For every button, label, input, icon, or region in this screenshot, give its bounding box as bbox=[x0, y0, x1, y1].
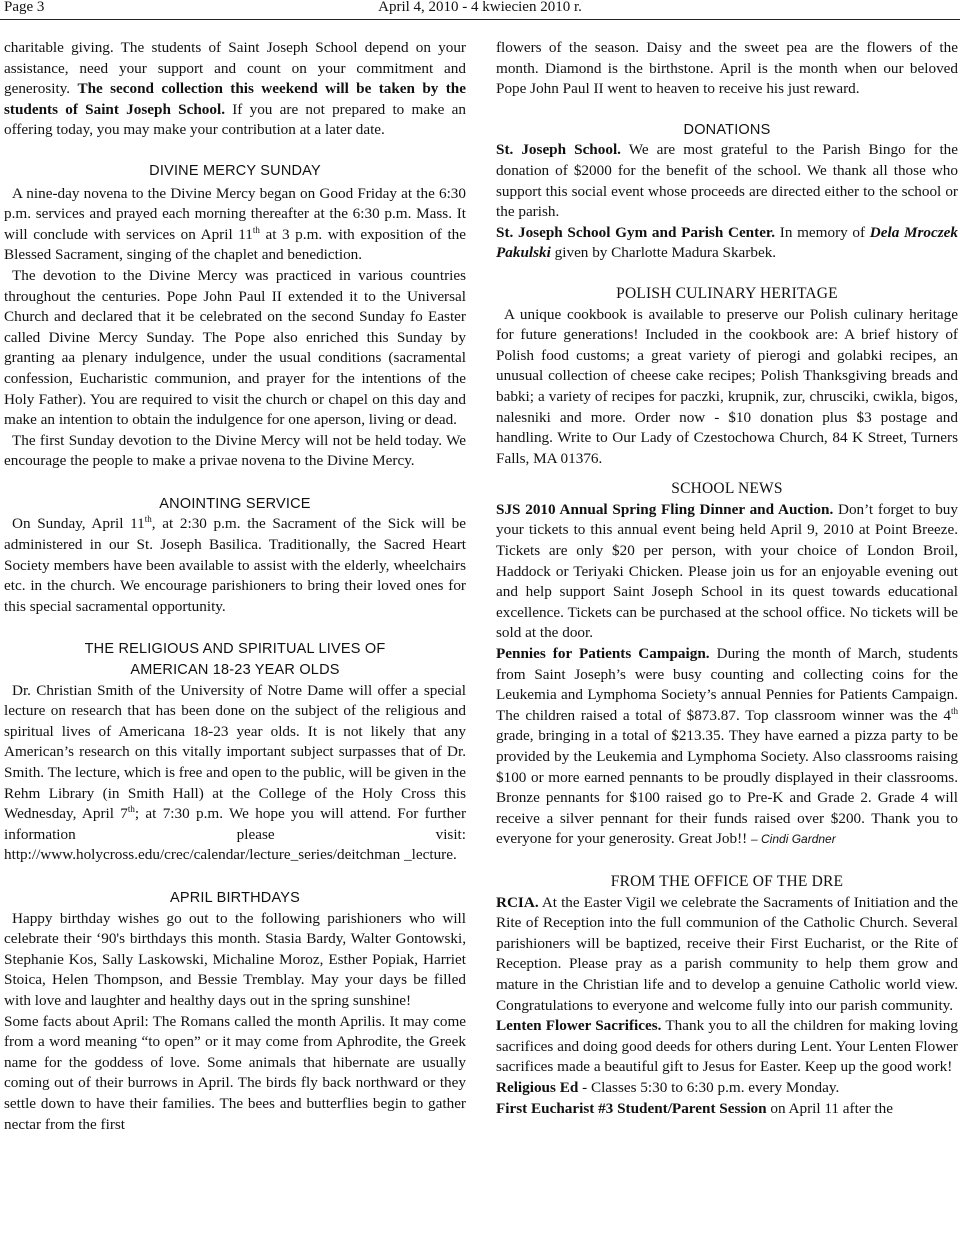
culinary-heading: POLISH CULINARY HERITAGE bbox=[616, 284, 838, 302]
april-facts-continued: flowers of the season. Daisy and the sweet pea are the flowers of the month. Diamond is the birthstone. April is the month when our beloved Pope John Paul II went to heaven to receive his just reward. bbox=[496, 39, 958, 98]
birthdays-heading: APRIL BIRTHDAYS bbox=[169, 889, 301, 906]
dre-heading: FROM THE OFFICE OF THE DRE bbox=[610, 872, 844, 890]
divine-mercy-paragraph-3: The first Sunday devotion to the Divine Mercy will not be held today. We encourage the people to make a privae novena to the Divine Mercy. bbox=[4, 431, 466, 470]
anointing-paragraph: On Sunday, April 11th, at 2:30 p.m. the Sacrament of the Sick will be administered in our St. Joseph Basilica. Traditionally, the Sacred Heart Society members have been available to assist with the elderly, wheelchairs etc. in the church. We encourage parishioners to bring their loved ones for this special sacramental opportunity. bbox=[4, 514, 466, 615]
right-column bbox=[496, 38, 958, 1243]
divine-mercy-heading: DIVINE MERCY SUNDAY bbox=[149, 162, 321, 179]
culinary-paragraph: A unique cookbook is available to preserve our Polish culinary heritage for future generations! Included in the cookbook are: A brief history of Polish food customs; a great variety of pierogi and golabki recipes, an unusual collection of cheese cake recipes; Polish Thanksgiving breads and babki; a variety of recipes for paczki, krupnik, zur, chrusciki, cwikla, bigos, nalesniki and more. Order now - $10 donation plus $3 postage and handling. Write to Our Lady of Czestochowa Church, 84 K Street, Turners Falls, MA 01376. bbox=[496, 305, 958, 467]
header-rule bbox=[0, 19, 960, 20]
school-news-paragraph-2: Pennies for Patients Campaign. During the month of March, students from Saint Joseph’s were busy counting and collecting coins for the Leukemia and Lymphoma Society’s annual Pennies for Patients Campaign. The children raised a total of $873.87. Top classroom winner was the 4th grade, bringing in a total of $213.35. They have earned a pizza party to be provided by the Leukemia and Lymphoma Society. Also classrooms raising $100 or more earned pennants to be proudly displayed in their classrooms. Bronze pennants for $100 raised go to Pre-K and Grade 2. Grade 4 will receive a silver pennant for their funds raised over $200. Thank you to everyone for your generosity. Great Job!! – Cindi Gardner bbox=[496, 645, 958, 848]
donations-paragraph-2: St. Joseph School Gym and Parish Center. In memory of Dela Mroczek Pakulski given by Charlotte Madura Skarbek. bbox=[496, 223, 958, 262]
birthdays-paragraph-1: Happy birthday wishes go out to the following parishioners who will celebrate their ‘90's birthdays this month. Stasia Bardy, Walter Gontowski, Stephanie Kos, Sally Laskowski, Michaline Moroz, Esther Popiak, Harriet Stoica, Helen Thompson, and Bessie Tremblay. May your days be filled with love and laughter and healthy days out in the spring sunshine! bbox=[4, 909, 466, 1009]
left-column bbox=[4, 38, 466, 1243]
birthdays-paragraph-2: Some facts about April: The Romans called the month Aprilis. It may come from a word meaning “to open” or it may come from Aphrodite, the Greek name for the goddess of love. Some animals that hibernate are usually coming out of their burrows in April. The birds fly back northward or they settle down to have their families. The bees and butterflies begin to gather nectar from the first bbox=[4, 1012, 466, 1133]
religious-lives-heading-line-1: THE RELIGIOUS AND SPIRITUAL LIVES OF bbox=[84, 641, 386, 658]
signature: – Cindi Gardner bbox=[751, 832, 836, 847]
divine-mercy-paragraph-1: A nine-day novena to the Divine Mercy began on Good Friday at the 6:30 p.m. services and prayed each morning thereafter at the 6:30 p.m. Mass. It will conclude with services on April 11th at 3 p.m. with exposition of the Blessed Sacrament, singing of the chaplet and benediction. bbox=[4, 184, 466, 264]
religious-lives-paragraph: Dr. Christian Smith of the University of Notre Dame will offer a special lecture on research that has been done on the subject of the religious and spiritual lives of Americana 18-23 year olds. It is not likely that any American’s research on this vitally important subject surpasses that of Dr. Smith. The lecture, which is free and open to the public, will be given in the Rehm Library (in Smith Hall) at the College of the Holy Cross this Wednesday, April 7th; at 7:30 p.m. We hope you will attend. For further information please visit: http://www.holycross.edu/crec/calendar/lecture_series/deitchman _lecture. bbox=[4, 681, 466, 864]
dre-paragraph-religious-ed: Religious Ed - Classes 5:30 to 6:30 p.m. every Monday. bbox=[496, 1078, 840, 1096]
donations-heading: DONATIONS bbox=[683, 121, 771, 138]
page-header bbox=[0, 0, 960, 18]
dre-paragraph-first-eucharist: First Eucharist #3 Student/Parent Session on April 11 after the bbox=[496, 1099, 893, 1117]
donations-paragraph-1: St. Joseph School. We are most grateful to the Parish Bingo for the donation of $2000 for the benefit of the school. We thank all those who support this social event whose proceeds are directed either to the school or the parish. bbox=[496, 141, 958, 221]
anointing-heading: ANOINTING SERVICE bbox=[159, 495, 311, 512]
issue-date: April 4, 2010 - 4 kwiecien 2010 r. bbox=[378, 0, 582, 15]
dre-paragraph-lenten: Lenten Flower Sacrifices. Thank you to all the children for making loving sacrifices and doing good deeds for others during Lent. Your Lenten Flower sacrifices made a beautiful gift to Jesus for Easter. Keep up the good work! bbox=[496, 1017, 958, 1076]
school-news-paragraph-1: SJS 2010 Annual Spring Fling Dinner and Auction. Don’t forget to buy your tickets to this annual event being held April 9, 2010 at Point Breeze. Tickets are only $20 per person, with your choice of London Broil, Haddock or Teriyaki Chicken. Please join us for an enjoyable evening out and help support Saint Joseph School in its quest towards educational excellence. Tickets can be purchased at the school office. No tickets will be sold at the door. bbox=[496, 500, 958, 642]
dre-paragraph-rcia: RCIA. At the Easter Vigil we celebrate the Sacraments of Initiation and the Rite of Reception into the full communion of the Catholic Church. Several parishioners will be baptized, receive their First Eucharist, or the Rite of Reception. Please pray as a parish community to help them grow and mature in the Christian life and to develop a genuine Catholic world view. Congratulations to everyone and welcome fully into our parish community. bbox=[496, 893, 958, 1014]
divine-mercy-paragraph-2: The devotion to the Divine Mercy was practiced in various countries throughout the centuries. Pope John Paul II extended it to the Universal Church and declared that it be celebrated on the second Sunday fo Easter called Divine Mercy Sunday. The Pope also enriched this Sunday by granting aa plenary indulgence, under the usual conditions (sacramental confession, Eucharistic communion, and prayer for the intentions of the Holy Father). You are required to visit the church or chapel on this day and make an intention to obtain the indulgence for one aperson, living or dead. bbox=[4, 266, 466, 429]
intro-bold: The second collection this weekend will be taken by the students of Saint Joseph School. bbox=[4, 80, 466, 118]
intro-paragraph: charitable giving. The students of Saint Joseph School depend on your assistance, need your support and count on your commitment and generosity. The second collection this weekend will be taken by the students of Saint Joseph School. If you are not prepared to make an offering today, you may make your contribution at a later date. bbox=[4, 39, 466, 139]
page-number: Page 3 bbox=[4, 0, 45, 15]
school-news-heading: SCHOOL NEWS bbox=[671, 480, 783, 498]
religious-lives-heading-line-2: AMERICAN 18-23 YEAR OLDS bbox=[130, 662, 340, 679]
